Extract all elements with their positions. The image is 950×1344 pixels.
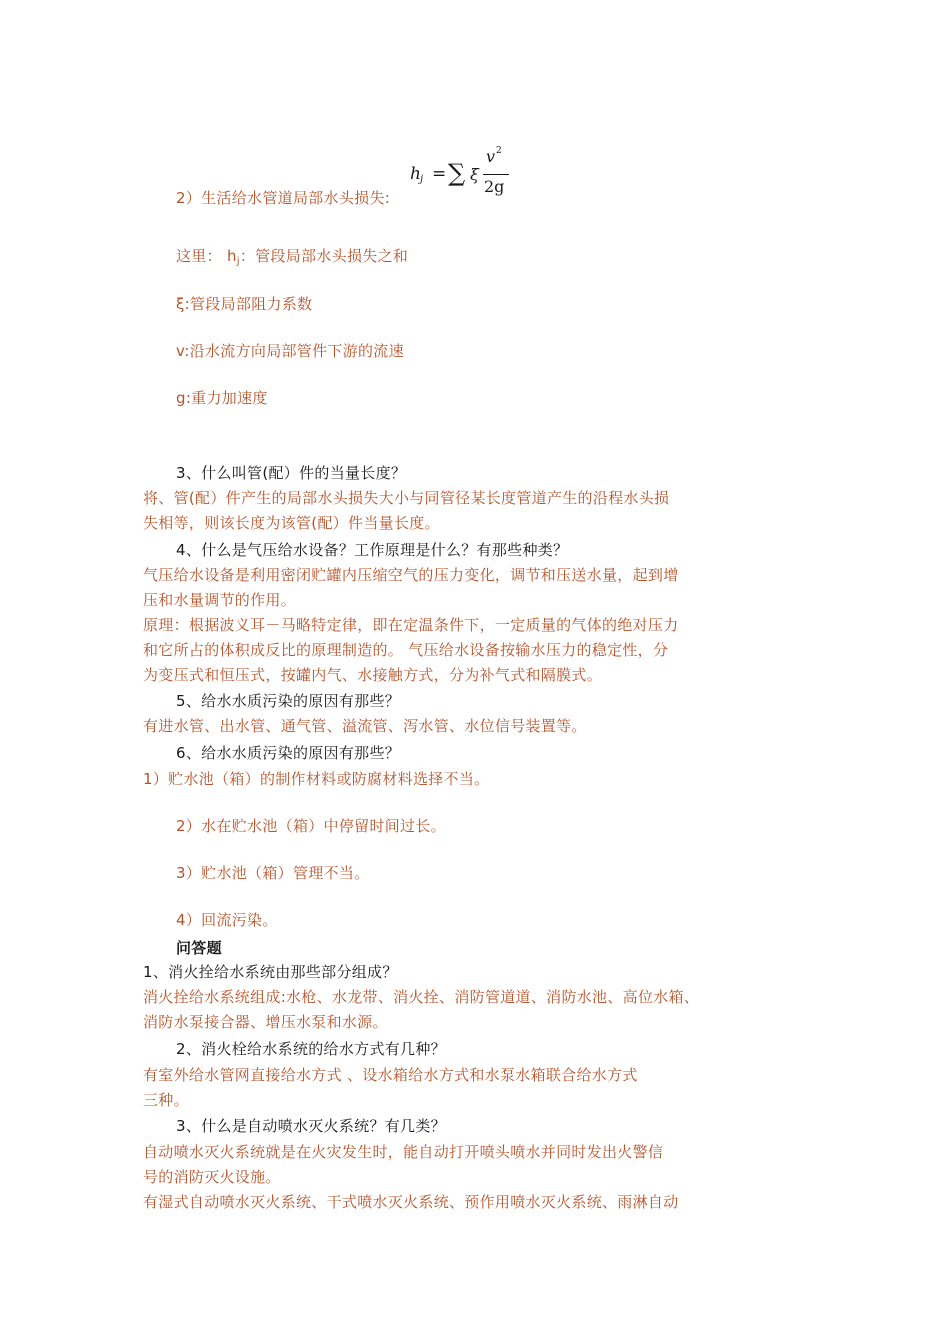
here-definition [176, 246, 408, 272]
q4-answer-line: 压和水量调节的作用。 [143, 591, 297, 609]
g-definition: g:重力加速度 [176, 389, 268, 407]
q3-question: 3、什么叫管(配）件的当量长度？ [176, 464, 407, 482]
q6-question: 6、给水水质污染的原因有那些？ [176, 744, 401, 762]
q4-answer-line: 和它所占的体积成反比的原理制造的。 气压给水设备按输水压力的稳定性，分 [143, 641, 669, 659]
q5-question: 5、给水水质污染的原因有那些？ [176, 692, 401, 710]
formula-numerator: v [486, 147, 496, 166]
here-subscript: j [236, 256, 240, 267]
formula-fraction-bar [483, 174, 509, 175]
fire-q3-answer-line: 号的消防灭火设施。 [143, 1168, 281, 1186]
q4-answer-line: 气压给水设备是利用密闭贮罐内压缩空气的压力变化，调节和压送水量，起到增 [143, 566, 679, 584]
fire-q1-question: 1、消火拴给水系统由那些部分组成？ [143, 963, 398, 981]
formula-lhs: h [410, 164, 421, 184]
v-definition: v:沿水流方向局部管件下游的流速 [176, 342, 404, 360]
formula-denominator: 2g [484, 177, 505, 196]
local-loss-title: 2）生活给水管道局部水头损失: [176, 189, 391, 207]
formula-lhs-subscript: j [420, 174, 424, 185]
section-title: 问答题 [176, 939, 222, 957]
formula-equals: = [432, 164, 447, 184]
fire-q2-answer-line: 三种。 [143, 1091, 189, 1109]
local-head-loss-formula [410, 146, 520, 202]
q6-answer-4: 4）回流污染。 [176, 911, 278, 929]
formula-xi: ξ [470, 165, 479, 184]
formula-sum-sign: ∑ [448, 159, 466, 187]
q4-answer-line: 原理：根据波义耳－马略特定律，即在定温条件下，一定质量的气体的绝对压力 [143, 616, 679, 634]
fire-q1-answer-line: 消火拴给水系统组成:水枪、水龙带、消火拴、消防管道道、消防水池、高位水箱、 [143, 988, 700, 1006]
fire-q3-answer-line: 有湿式自动喷水灭火系统、干式喷水灭火系统、预作用喷水灭火系统、雨淋自动 [143, 1193, 679, 1211]
xi-definition: ξ:管段局部阻力系数 [176, 295, 313, 313]
q6-answer-3: 3）贮水池（箱）管理不当。 [176, 864, 370, 882]
q3-answer-line: 将、管(配）件产生的局部水头损失大小与同管径某长度管道产生的沿程水头损 [143, 489, 670, 507]
q3-answer-line: 失相等，则该长度为该管(配）件当量长度。 [143, 514, 440, 532]
formula-numerator-exponent: 2 [496, 146, 502, 156]
q6-answer-1: 1）贮水池（箱）的制作材料或防腐材料选择不当。 [143, 770, 490, 788]
here-suffix: ：管段局部水头损失之和 [239, 247, 409, 265]
q4-question: 4、什么是气压给水设备？工作原理是什么？有那些种类？ [176, 541, 569, 559]
q4-answer-line: 为变压式和恒压式，按罐内气、水接触方式，分为补气式和隔膜式。 [143, 666, 603, 684]
q5-answer: 有进水管、出水管、通气管、溢流管、泻水管、水位信号装置等。 [143, 717, 587, 735]
fire-q3-answer-line: 自动喷水灭火系统就是在火灾发生时，能自动打开喷头喷水并同时发出火警信 [143, 1143, 664, 1161]
fire-q3-question: 3、什么是自动喷水灭火系统？有几类？ [176, 1117, 446, 1135]
fire-q1-answer-line: 消防水泵接合器、增压水泵和水源。 [143, 1013, 388, 1031]
fire-q2-answer-line: 有室外给水管网直接给水方式 、设水箱给水方式和水泵水箱联合给水方式 [143, 1066, 638, 1084]
fire-q2-question: 2、消火栓给水系统的给水方式有几种？ [176, 1040, 446, 1058]
q6-answer-2: 2）水在贮水池（箱）中停留时间过长。 [176, 817, 446, 835]
here-prefix: 这里： h [176, 247, 237, 265]
